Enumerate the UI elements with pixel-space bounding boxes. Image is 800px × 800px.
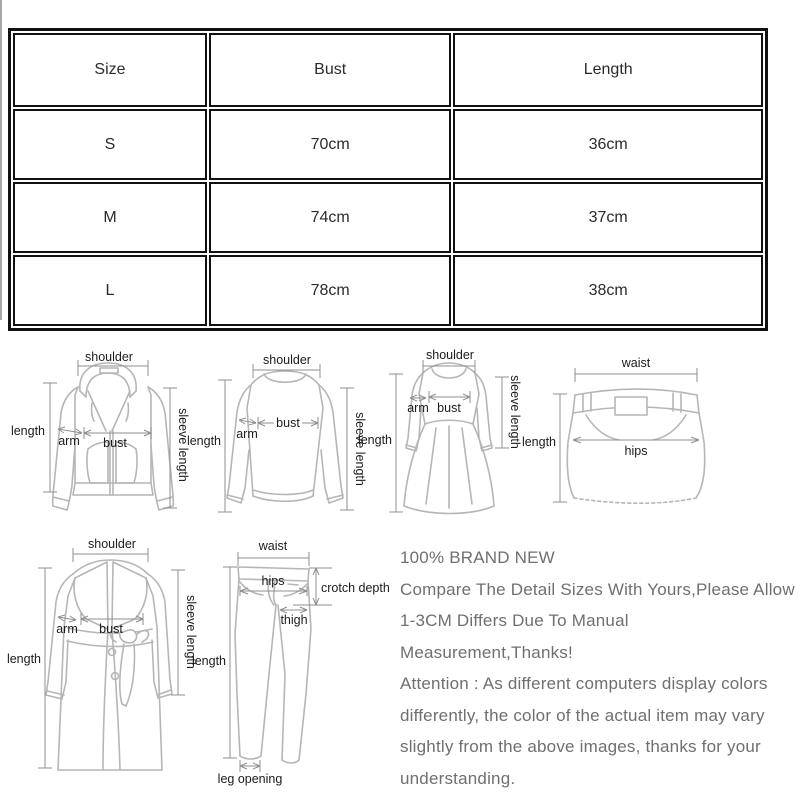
sweater-arm-label: arm — [236, 427, 258, 441]
note-line-differs: 1-3CM Differs Due To Manual Measurement,Thanks! — [400, 611, 629, 662]
note-line-compare: Compare The Detail Sizes With Yours,Please Allow — [400, 579, 795, 599]
cell-size-m: M — [13, 182, 207, 253]
sweater-bust-label: bust — [276, 416, 300, 430]
coat-arm-label: arm — [56, 622, 78, 636]
dress-length-label: length — [357, 433, 392, 447]
hoodie-diagram — [12, 345, 197, 517]
dress-bust-label: bust — [437, 401, 461, 415]
pants-drawing — [235, 567, 311, 763]
table-row-l — [13, 255, 763, 326]
note-line-attention: Attention : As different computers display colors — [400, 674, 768, 693]
sweater-shoulder-label: shoulder — [263, 353, 311, 367]
dress-shoulder-label: shoulder — [426, 348, 474, 362]
cell-bust-s: 70cm — [209, 109, 451, 180]
pants-diagram — [188, 534, 398, 792]
note-line-brand-new: 100% BRAND NEW — [400, 548, 555, 567]
skirt-hips-label: hips — [624, 444, 648, 458]
sweater-diagram — [186, 346, 374, 516]
pants-hips-label: hips — [261, 574, 285, 588]
coat-length-label: length — [6, 652, 41, 666]
dress-arm-label: arm — [407, 401, 429, 415]
skirt-diagram — [523, 350, 723, 512]
note-line-understanding: understanding. — [400, 768, 516, 788]
dress-diagram — [357, 346, 528, 518]
sweater-length-label: length — [186, 434, 221, 448]
pants-leg-opening-label: leg opening — [217, 772, 283, 786]
dress-sleeve-length-label: sleeve length — [508, 375, 522, 449]
note-line-slightly: slightly from the above images, thanks for your — [400, 737, 761, 756]
pants-waist-label: waist — [258, 539, 288, 553]
cell-size-l: L — [13, 255, 207, 326]
skirt-measure-lines — [553, 368, 699, 502]
left-edge-line — [0, 0, 2, 320]
notes-block — [400, 542, 795, 794]
cell-length-l: 38cm — [453, 255, 763, 326]
skirt-waist-label: waist — [621, 356, 651, 370]
cell-length-s: 36cm — [453, 109, 763, 180]
coat-bust-label: bust — [99, 622, 123, 636]
dress-drawing — [404, 363, 494, 514]
pants-thigh-label: thigh — [280, 613, 308, 627]
hoodie-shoulder-label: shoulder — [85, 350, 133, 364]
cell-bust-m: 74cm — [209, 182, 451, 253]
size-table-header-row — [13, 33, 763, 107]
pants-length-label: length — [191, 654, 226, 668]
sweater-sleeve-length-label: sleeve length — [353, 412, 367, 486]
size-table-header-length: Length — [453, 33, 763, 107]
hoodie-arm-label: arm — [58, 434, 80, 448]
hoodie-length-label: length — [10, 424, 45, 438]
coat-shoulder-label: shoulder — [88, 537, 136, 551]
note-line-differently: differently, the color of the actual item may vary — [400, 705, 765, 725]
table-row-s — [13, 109, 763, 180]
pants-crotch-depth-label: crotch depth — [321, 581, 390, 595]
skirt-length-label: length — [521, 435, 556, 449]
cell-length-m: 37cm — [453, 182, 763, 253]
cell-bust-l: 78cm — [209, 255, 451, 326]
coat-diagram — [6, 532, 202, 784]
coat-drawing — [46, 560, 172, 770]
hoodie-bust-label: bust — [103, 436, 127, 450]
hoodie-sleeve-length-label: sleeve length — [176, 408, 190, 482]
coat-sleeve-length-label: sleeve length — [184, 595, 198, 669]
size-table — [8, 28, 768, 331]
table-row-m — [13, 182, 763, 253]
size-table-header-size: Size — [13, 33, 207, 107]
size-table-header-bust: Bust — [209, 33, 451, 107]
cell-size-s: S — [13, 109, 207, 180]
